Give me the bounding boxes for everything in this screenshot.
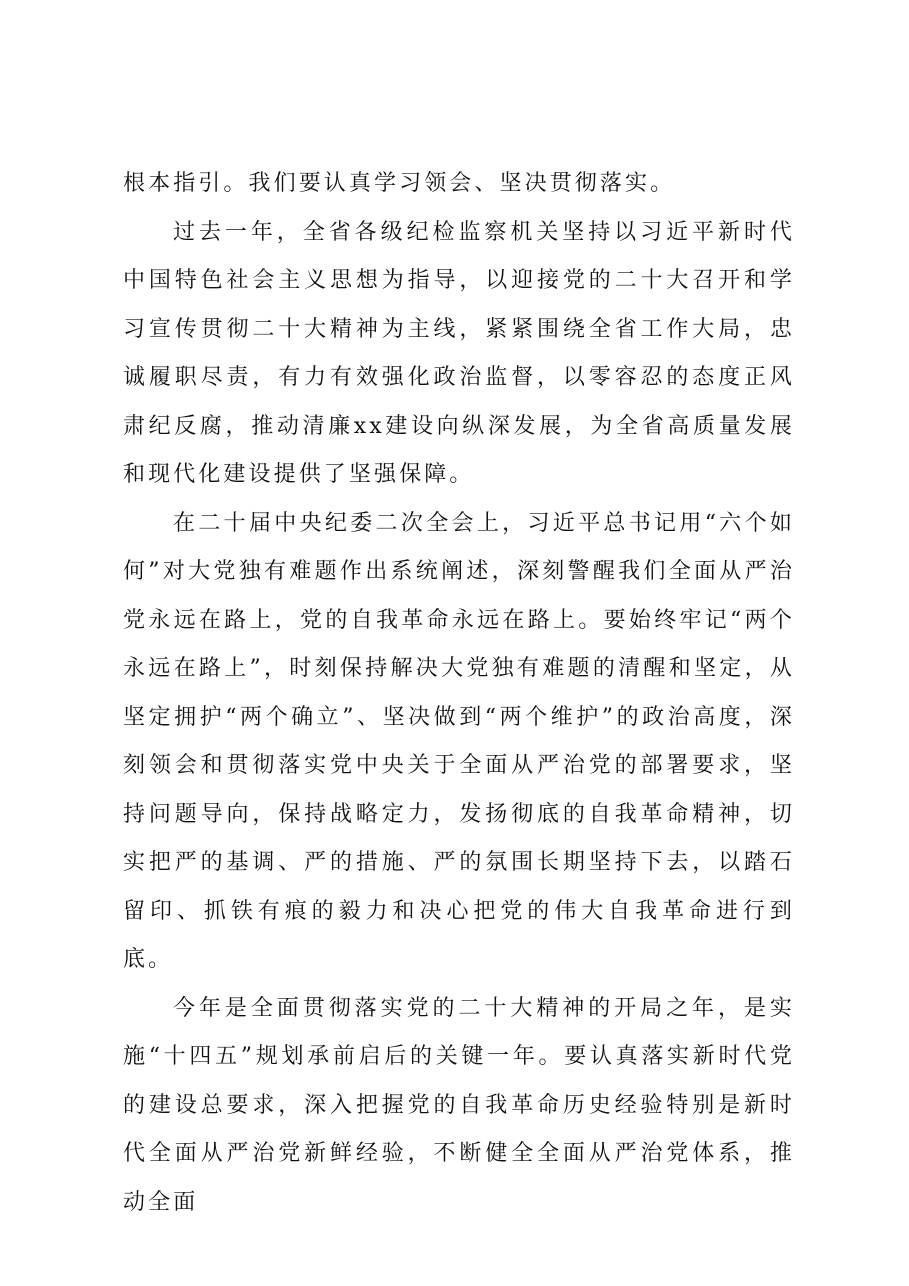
document-body bbox=[123, 160, 795, 1227]
paragraph-1: 根本指引。我们要认真学习领会、坚决贯彻落实。 bbox=[123, 171, 676, 196]
paragraph-2: 过去一年，全省各级纪检监察机关坚持以习近平新时代中国特色社会主义思想为指导，以迎接党的二十大召开和学习宣传贯彻二十大精神为主线，紧紧围绕全省工作大局，忠诚履职尽责，有力有效强化政治监督，以零容忍的态度正风肃纪反腐，推动清廉xx建设向纵深发展，为全省高质量发展和现代化建设提供了坚强保障。 bbox=[123, 219, 795, 487]
paragraph-4: 今年是全面贯彻落实党的二十大精神的开局之年，是实施“十四五”规划承前启后的关键一年。要认真落实新时代党的建设总要求，深入把握党的自我革命历史经验特别是新时代全面从严治党新鲜经验，不断健全全面从严治党体系，推动全面 bbox=[123, 995, 795, 1215]
paragraph-3: 在二十届中央纪委二次全会上，习近平总书记用“六个如何”对大党独有难题作出系统阐述，深刻警醒我们全面从严治党永远在路上，党的自我革命永远在路上。要始终牢记“两个永远在路上”，时刻保持解决大党独有难题的清醒和坚定，从坚定拥护“两个确立”、坚决做到“两个维护”的政治高度，深刻领会和贯彻落实党中央关于全面从严治党的部署要求，坚持问题导向，保持战略定力，发扬彻底的自我革命精神，切实把严的基调、严的措施、严的氛围长期坚持下去，以踏石留印、抓铁有痕的毅力和决心把党的伟大自我革命进行到底。 bbox=[123, 510, 795, 972]
